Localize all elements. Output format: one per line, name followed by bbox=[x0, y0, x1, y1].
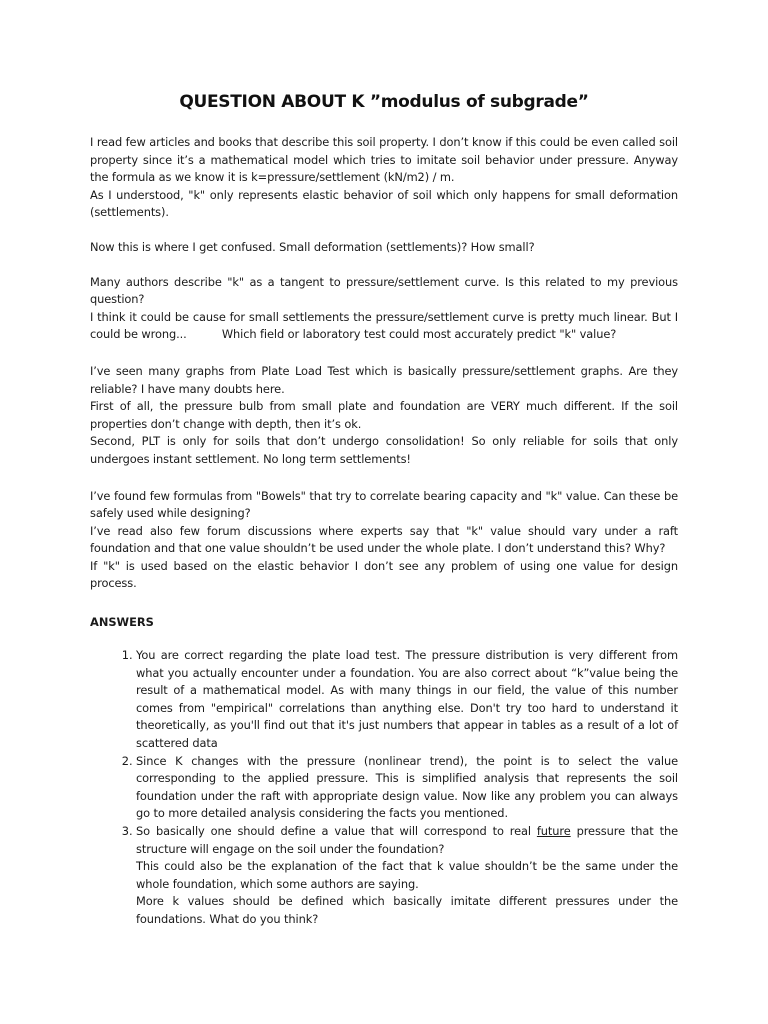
paragraph-line: As I understood, "k" only represents elastic behavior of soil which only happens for small deformation (settlements). bbox=[90, 187, 678, 220]
answers-list bbox=[90, 647, 678, 929]
answer-line: More k values should be defined which basically imitate different pressures under the foundations. What do you think? bbox=[136, 894, 678, 926]
paragraph-line: I’ve seen many graphs from Plate Load Test which is basically pressure/settlement graphs. Are they reliable? I have many doubts here. bbox=[90, 363, 678, 396]
paragraph-line: I think it could be cause for small settlements the pressure/settlement curve is pretty much linear. But I could be wrong... Which field or laboratory test could most accurately predict "k" value? bbox=[90, 309, 682, 342]
answers-heading: ANSWERS bbox=[90, 615, 154, 630]
answer-line: 1. You are correct regarding the plate load test. The pressure distribution is very different from what you actually encounter under a foundation. You are also correct about “k”value being the result of a mathematical model. As with many things in our field, the value of this number comes from "empirical" correlations than anything else. Don't try too hard to understand it theoretically, as you'll find out that it's just numbers that appear in tables as a result of a lot of scattered data bbox=[136, 648, 678, 751]
paragraph-line: Second, PLT is only for soils that don’t undergo consolidation! So only reliable for soils that only undergoes instant settlement. No long term settlements! bbox=[90, 434, 678, 466]
paragraph bbox=[90, 239, 678, 257]
answer-line: This could also be the explanation of the fact that k value shouldn’t be the same under the whole foundation, which some authors are saying. bbox=[136, 859, 678, 891]
answer-item bbox=[136, 647, 678, 753]
paragraph-line: If "k" is used based on the elastic behavior I don’t see any problem of using one value for design process. bbox=[90, 558, 678, 591]
answer-item bbox=[136, 823, 678, 929]
paragraph-line: I’ve read also few forum discussions where experts say that "k" value should vary under a raft foundation and that one value shouldn’t be used under the whole plate. I don’t understand this? Why? bbox=[90, 523, 678, 556]
paragraph-line: Many authors describe "k" as a tangent to pressure/settlement curve. Is this related to my previous question? bbox=[90, 274, 678, 307]
answer-line: 2. Since K changes with the pressure (nonlinear trend), the point is to select the value corresponding to the applied pressure. This is simplified analysis that represents the soil foundation under the raft with appropriate design value. Now like any problem you can always go to more detailed analysis considering the facts you mentioned. bbox=[136, 753, 678, 821]
page-title: QUESTION ABOUT K ”modulus of subgrade” bbox=[179, 92, 589, 112]
paragraph-line: I’ve found few formulas from "Bowels" that try to correlate bearing capacity and "k" value. Can these be safely used while designing? bbox=[90, 488, 678, 521]
paragraph bbox=[90, 363, 678, 469]
underlined-word: future bbox=[536, 824, 571, 838]
paragraph-line: Now this is where I get confused. Small deformation (settlements)? How small? bbox=[90, 239, 535, 254]
paragraph-line: I read few articles and books that describe this soil property. I don’t know if this could be even called soil property since it’s a mathematical model which tries to imitate soil behavior under pressure. Anyway the formula as we know it is k=pressure/settlement (kN/m2) / m. bbox=[90, 135, 678, 185]
answer-line: 3. So basically one should define a value that will correspond to real future pressure that the structure will engage on the soil under the foundation? bbox=[136, 824, 679, 856]
paragraph bbox=[90, 134, 678, 222]
document-page bbox=[90, 92, 682, 929]
paragraph-line: First of all, the pressure bulb from small plate and foundation are VERY much different. If the soil properties don’t change with depth, then it’s ok. bbox=[90, 399, 678, 431]
paragraph bbox=[90, 488, 678, 594]
answer-item bbox=[136, 753, 678, 823]
paragraph bbox=[90, 274, 682, 344]
